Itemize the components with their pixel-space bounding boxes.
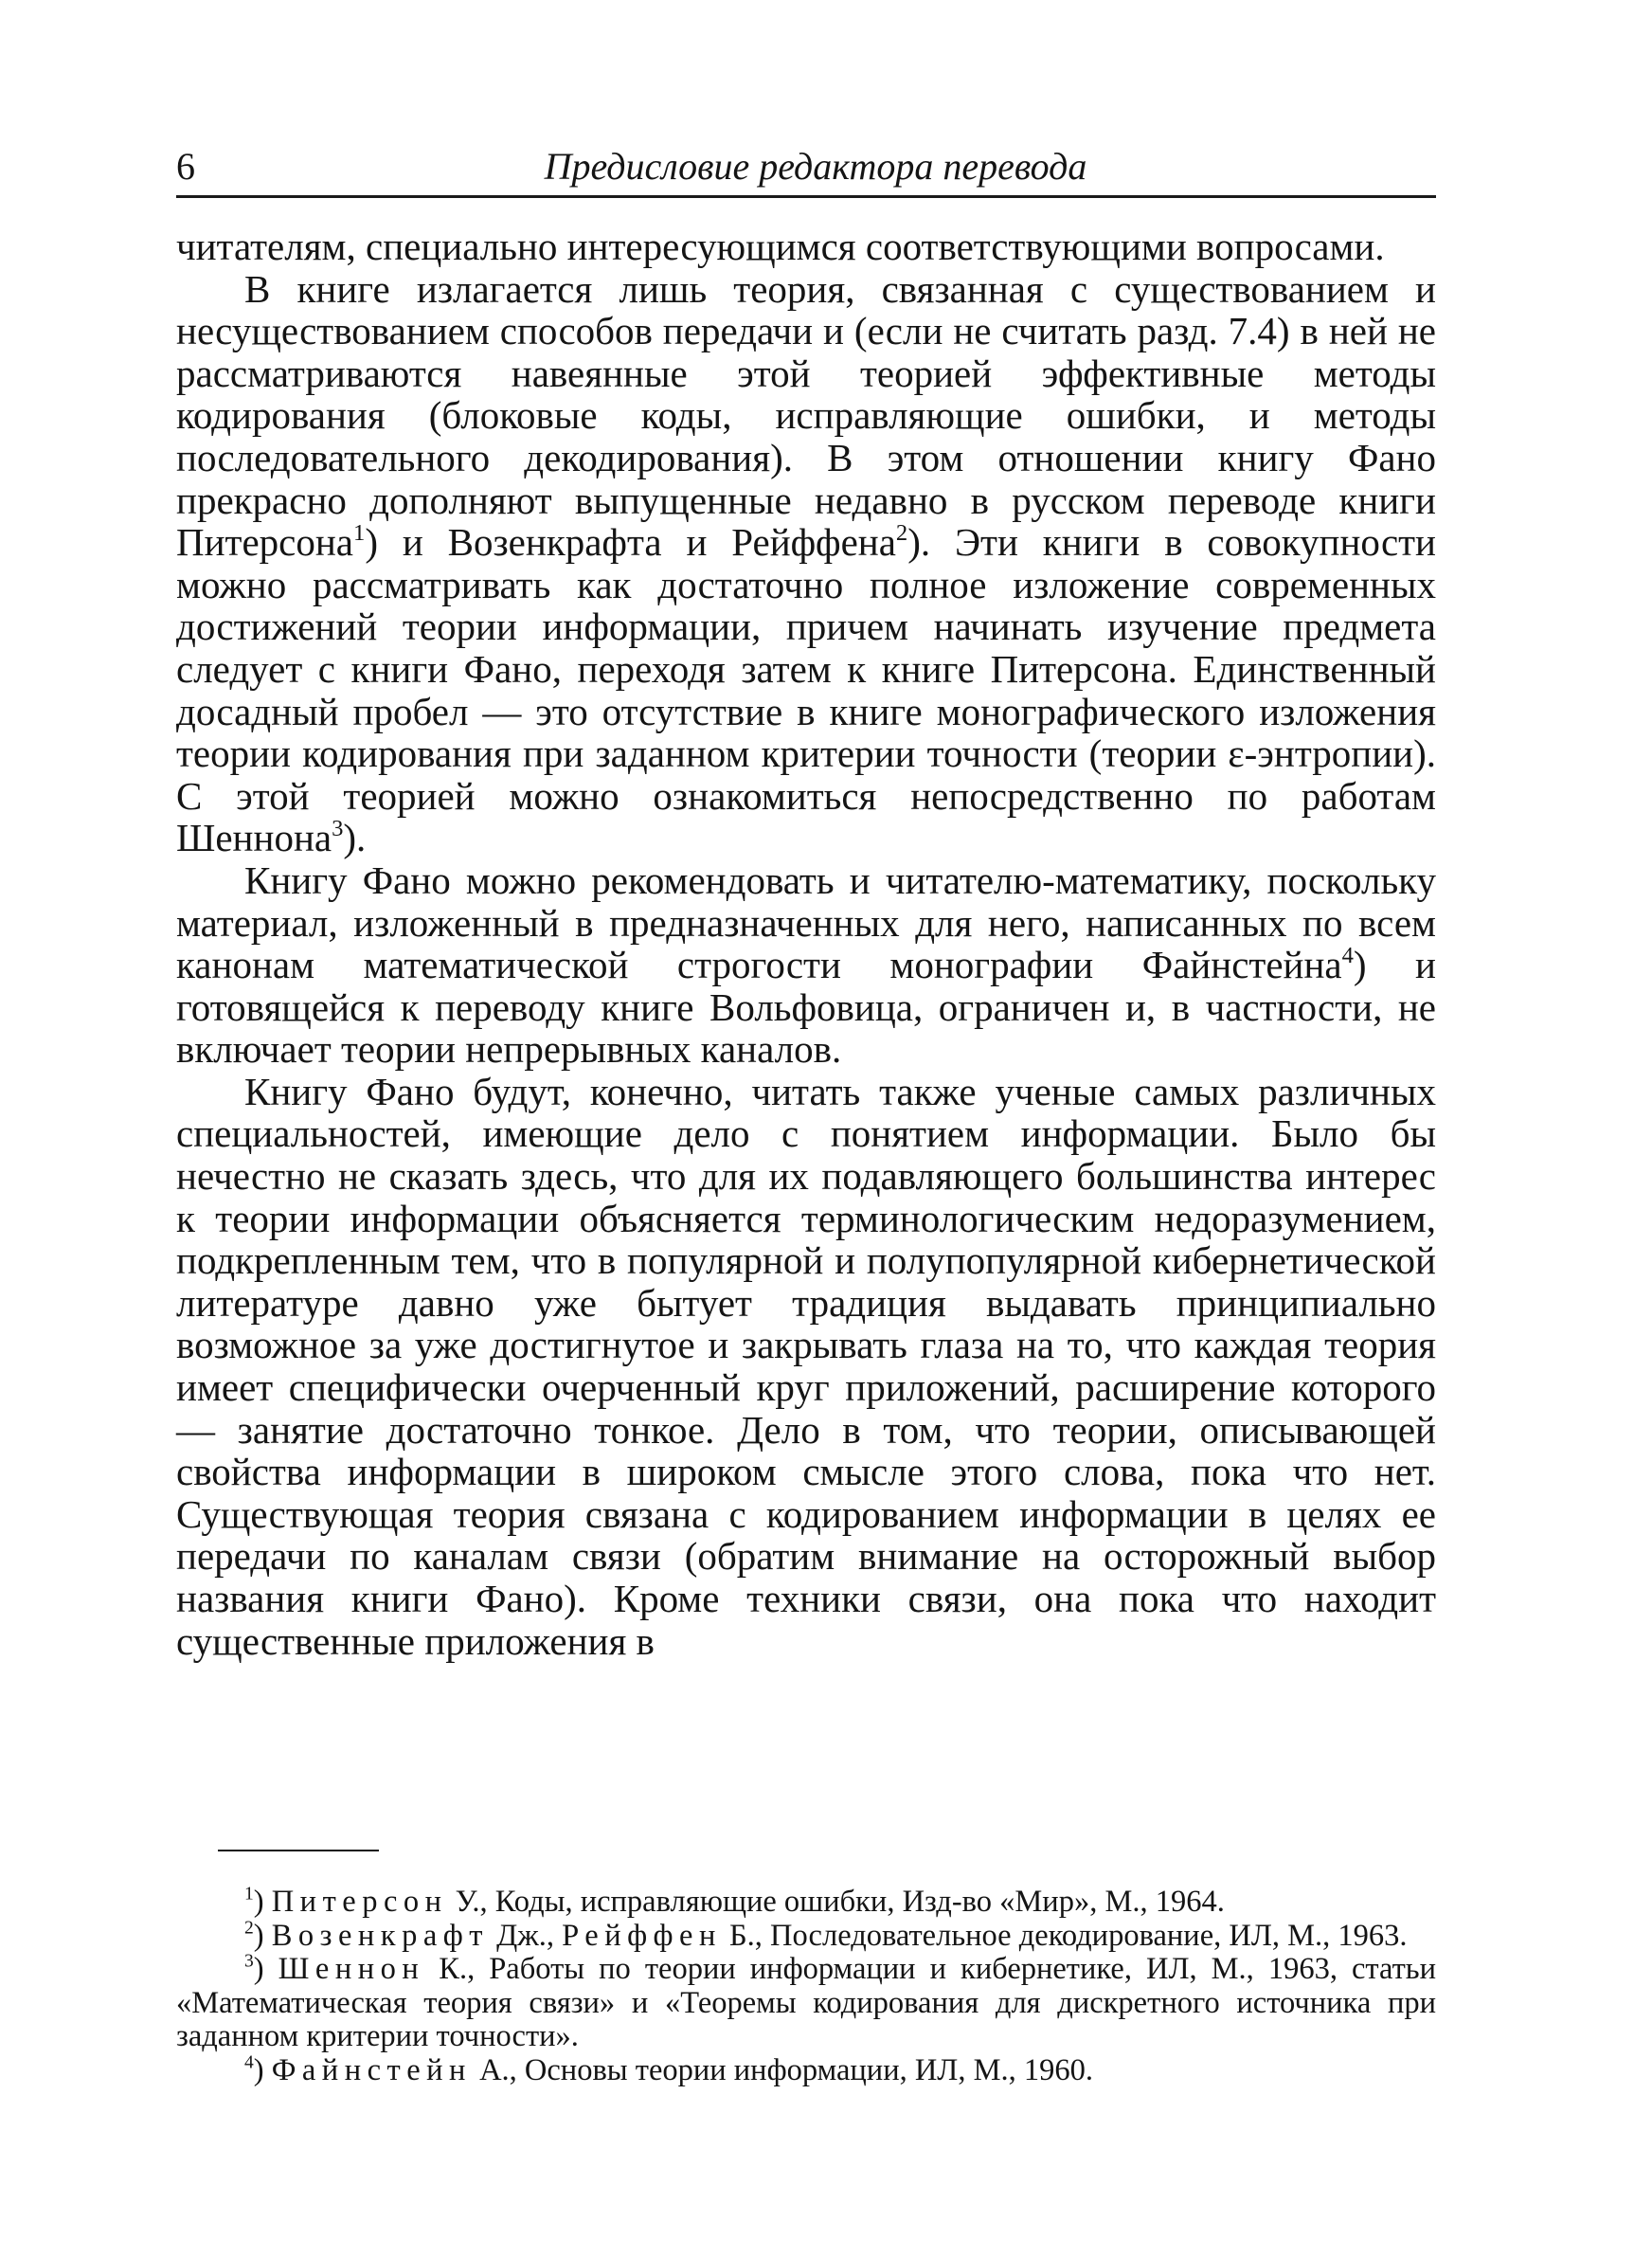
footnote-rule [218,1850,379,1851]
footnote-3: $^3$) Шеннон К., Работы по теории информации и кибернетике, ИЛ, М., 1963, статьи «Математическая теория связи» и «Теоремы кодирования для дискретного источника при заданном критерии точности». [176,1951,1436,2053]
paragraph-2-text-d: ). [343,816,367,860]
footnotes [176,1886,1436,2087]
paragraph-2-text-a: В книге излагается лишь теория, связанная с существованием и несуществованием способов передачи и (если не считать разд. 7.4) в ней не рассматриваются навеянные этой теорией эффективные методы кодирования (блоковые коды, исправляющие ошибки, и методы последовательного декодирования). В этом отношении книгу Фано прекрасно дополняют выпущенные недавно в русском переводе книги Питерсона [176,266,1436,565]
paragraph-3-text-b: ) и готовящейся к переводу книге Вольфовица, ограничен и, в частности, не включает теории непрерывных каналов. [176,943,1436,1072]
footnote-text: Б., Последовательное декодирование, ИЛ, М., 1963. [721,1918,1408,1953]
paragraph-1 [176,226,1436,268]
footnote-text: А., Основы теории информации, ИЛ, М., 1960. [471,2052,1093,2087]
footnote-ref-3: 3 [332,816,344,842]
footnote-4: $^4$) Файнстейн А., Основы теории информации, ИЛ, М., 1960. [244,2051,1093,2087]
paragraph-2 [176,268,1436,859]
footnote-author: Рейффен [562,1918,722,1953]
footnote-ref-1: 1 [353,520,366,547]
running-title: Предисловие редактора перевода [544,145,1087,188]
paragraph-2-text-c: ). Эти книги в совокупности можно рассматривать как достаточно полное изложение современных достижений теории информации, причем начинать изучение предмета следует с книги Фано, переходя затем к книге Питерсона. Единственный досадный пробел — это отсутствие в книге монографического изложения теории кодирования при заданном критерии точности (теории ε-энтропии). С этой теорией можно ознакомиться непосредственно по работам Шеннона [176,520,1436,860]
paragraph-4-text: Книгу Фано будут, конечно, читать также ученые самых различных специальностей, имеющие дело с понятием информации. Было бы нечестно не сказать здесь, что для их подавляющего большинства интерес к теории информации объясняется терминологическим недоразумением, подкрепленным тем, что в популярной и полупопулярной кибернетической литературе давно уже бытует традиция выдавать принципиально возможное за уже достигнутое и закрывать глаза на то, что каждая теория имеет специфически очерченный круг приложений, расширение которого — занятие достаточно тонкое. Дело в том, что теории, описывающей свойства информации в широком смысле этого слова, пока что нет. Существующая теория связана с кодированием информации в целях ее передачи по каналам связи (обратим внимание на осторожный выбор названия книги Фано). Кроме техники связи, она пока что находит существенные приложения в [176,1069,1436,1663]
running-header [176,142,1436,191]
footnote-text: У., Коды, исправляющие ошибки, Изд-во «Мир», М., 1964. [447,1885,1225,1919]
footnote-author: Питерсон [271,1885,448,1919]
footnote-author: Файнстейн [271,2052,472,2087]
footnote-mark-4: 4 [244,2051,254,2072]
paragraph-2-text-b: ) и Возенкрафта и Рейффена [365,520,896,565]
footnote-author: Возенкрафт [271,1918,490,1953]
paragraph-3-text-a: Книгу Фано можно рекомендовать и читателю-математику, поскольку материал, изложенный в предназначенных для него, написанных по всем канонам математической строгости монографии Файнстейна [176,858,1436,987]
paragraph-1-text: читателям, специально интересующимся соответствующими вопросами. [176,225,1385,268]
footnote-mark-1: 1 [244,1884,254,1905]
header-rule [176,195,1436,198]
paragraph-3 [176,859,1436,1071]
paragraph-4 [176,1071,1436,1662]
footnote-1: $^1$) Питерсон У., Коды, исправляющие ошибки, Изд-во «Мир», М., 1964. [244,1884,1225,1919]
footnote-mark-3: 3 [244,1951,254,1972]
footnote-mark-2: 2 [244,1917,254,1938]
main-text [176,226,1436,1662]
footnote-ref-2: 2 [895,520,908,547]
footnote-2: $^2$) Возенкрафт Дж., Рейффен Б., Последовательное декодирование, ИЛ, М., 1963. [244,1917,1408,1953]
page-number: 6 [176,145,195,188]
footnote-author: Шеннон [278,1952,425,1986]
footnote-text: Дж., [489,1918,563,1953]
footnote-text: К., Работы по теории информации и кибернетике, ИЛ, М., 1963, статьи «Математическая теория связи» и «Теоремы кодирования для дискретного источника при заданном критерии точности». [176,1952,1436,2053]
footnote-ref-4: 4 [1341,943,1354,969]
